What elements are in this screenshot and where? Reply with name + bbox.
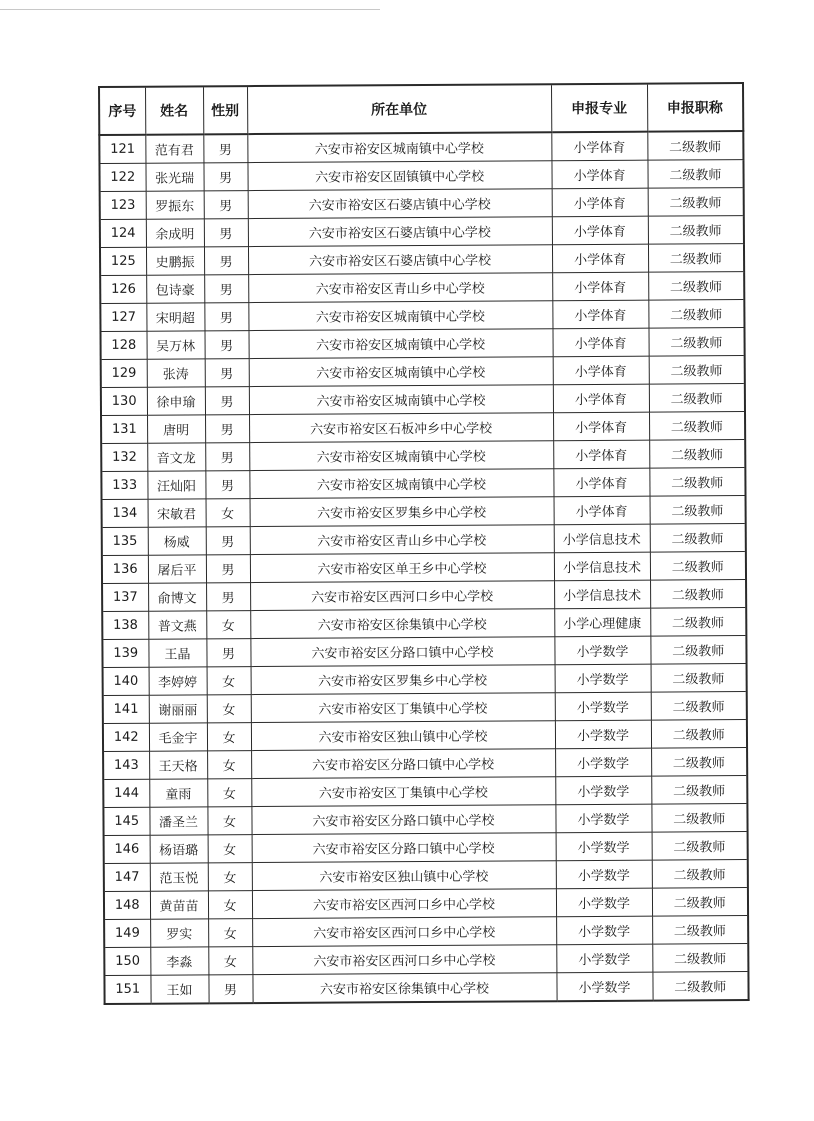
table-row (103, 748, 747, 780)
cell-unit: 六安市裕安区城南镇中心学校 (249, 469, 553, 499)
cell-title: 二级教师 (650, 496, 746, 525)
cell-no: 124 (100, 219, 146, 247)
cell-no: 134 (102, 499, 148, 527)
cell-name: 李淼 (150, 947, 208, 975)
table-row (100, 272, 744, 304)
cell-no: 141 (103, 695, 149, 723)
header-name: 姓名 (145, 86, 203, 134)
cell-unit: 六安市裕安区分路口镇中心学校 (251, 805, 555, 835)
cell-title: 二级教师 (648, 300, 744, 329)
table-row (100, 244, 744, 276)
cell-gender: 女 (207, 751, 251, 779)
cell-gender: 男 (204, 303, 248, 331)
cell-major: 小学体育 (553, 412, 649, 441)
cell-no: 140 (103, 667, 149, 695)
cell-gender: 男 (206, 639, 250, 667)
cell-major: 小学体育 (553, 468, 649, 497)
cell-title: 二级教师 (652, 860, 748, 889)
cell-name: 罗实 (150, 919, 208, 947)
cell-no: 126 (100, 275, 146, 303)
cell-no: 147 (104, 863, 150, 891)
cell-gender: 女 (207, 695, 251, 723)
cell-unit: 六安市裕安区石板冲乡中心学校 (249, 413, 553, 443)
cell-title: 二级教师 (652, 916, 748, 945)
cell-unit: 六安市裕安区城南镇中心学校 (249, 357, 553, 387)
cell-unit: 六安市裕安区分路口镇中心学校 (251, 749, 555, 779)
cell-unit: 六安市裕安区罗集乡中心学校 (251, 665, 555, 695)
cell-gender: 男 (206, 527, 250, 555)
cell-gender: 女 (207, 723, 251, 751)
cell-title: 二级教师 (652, 832, 748, 861)
table-row (103, 664, 747, 696)
cell-unit: 六安市裕安区分路口镇中心学校 (250, 637, 554, 667)
cell-unit: 六安市裕安区分路口镇中心学校 (252, 833, 556, 863)
cell-major: 小学信息技术 (554, 552, 650, 581)
table-row (100, 188, 744, 220)
cell-unit: 六安市裕安区丁集镇中心学校 (251, 693, 555, 723)
cell-name: 王天格 (149, 751, 207, 779)
cell-name: 李婷婷 (149, 667, 207, 695)
table-row (104, 832, 748, 864)
cell-no: 130 (101, 387, 147, 415)
cell-gender: 女 (208, 947, 252, 975)
cell-unit: 六安市裕安区城南镇中心学校 (248, 329, 552, 359)
table-body (99, 131, 748, 1004)
cell-gender: 女 (208, 891, 252, 919)
cell-no: 132 (101, 443, 147, 471)
table-row (99, 160, 743, 192)
header-title: 申报职称 (647, 83, 743, 132)
cell-name: 范有君 (145, 134, 203, 163)
cell-name: 俞博文 (148, 583, 206, 611)
cell-major: 小学体育 (552, 244, 648, 273)
cell-unit: 六安市裕安区石婆店镇中心学校 (248, 245, 552, 275)
cell-gender: 男 (205, 471, 249, 499)
cell-title: 二级教师 (651, 748, 747, 777)
header-unit: 所在单位 (247, 84, 551, 134)
cell-unit: 六安市裕安区城南镇中心学校 (249, 441, 553, 471)
cell-name: 潘圣兰 (149, 807, 207, 835)
cell-unit: 六安市裕安区徐集镇中心学校 (250, 609, 554, 639)
cell-major: 小学数学 (555, 664, 651, 693)
cell-gender: 女 (208, 919, 252, 947)
cell-no: 135 (102, 527, 148, 555)
cell-unit: 六安市裕安区石婆店镇中心学校 (248, 189, 552, 219)
cell-no: 138 (102, 611, 148, 639)
cell-gender: 男 (205, 387, 249, 415)
cell-major: 小学数学 (555, 720, 651, 749)
cell-title: 二级教师 (651, 692, 747, 721)
cell-unit: 六安市裕安区独山镇中心学校 (251, 721, 555, 751)
table-row (102, 608, 746, 640)
cell-major: 小学体育 (553, 384, 649, 413)
cell-gender: 男 (204, 247, 248, 275)
table-row (101, 440, 745, 472)
scan-edge-line (0, 9, 380, 10)
cell-major: 小学数学 (556, 944, 652, 973)
cell-no: 142 (103, 723, 149, 751)
cell-gender: 女 (207, 807, 251, 835)
cell-name: 宋敏君 (148, 499, 206, 527)
cell-gender: 男 (203, 163, 247, 191)
cell-unit: 六安市裕安区青山乡中心学校 (250, 525, 554, 555)
cell-major: 小学体育 (553, 356, 649, 385)
cell-major: 小学体育 (554, 496, 650, 525)
table-row (104, 860, 748, 892)
cell-name: 屠后平 (148, 555, 206, 583)
cell-no: 136 (102, 555, 148, 583)
cell-title: 二级教师 (650, 608, 746, 637)
cell-major: 小学信息技术 (554, 580, 650, 609)
cell-gender: 女 (208, 835, 252, 863)
cell-title: 二级教师 (648, 216, 744, 245)
cell-name: 黄苗苗 (150, 891, 208, 919)
applicant-table (98, 82, 750, 1005)
cell-title: 二级教师 (651, 776, 747, 805)
cell-gender: 女 (208, 863, 252, 891)
table-row (104, 944, 748, 976)
cell-no: 145 (103, 807, 149, 835)
cell-major: 小学数学 (556, 860, 652, 889)
cell-no: 121 (99, 135, 145, 164)
cell-name: 唐明 (147, 415, 205, 443)
cell-major: 小学数学 (556, 888, 652, 917)
table-row (104, 972, 748, 1004)
cell-no: 143 (103, 751, 149, 779)
cell-title: 二级教师 (649, 440, 745, 469)
cell-name: 宋明超 (146, 303, 204, 331)
header-row (99, 83, 743, 135)
cell-title: 二级教师 (648, 328, 744, 357)
cell-title: 二级教师 (651, 804, 747, 833)
cell-title: 二级教师 (650, 552, 746, 581)
cell-unit: 六安市裕安区单王乡中心学校 (250, 553, 554, 583)
cell-title: 二级教师 (650, 636, 746, 665)
cell-name: 谢丽丽 (149, 695, 207, 723)
cell-no: 125 (100, 247, 146, 275)
cell-title: 二级教师 (652, 944, 748, 973)
cell-unit: 六安市裕安区西河口乡中心学校 (252, 889, 556, 919)
cell-unit: 六安市裕安区青山乡中心学校 (248, 273, 552, 303)
header-gender: 性别 (203, 86, 247, 134)
cell-name: 王如 (150, 975, 208, 1004)
table-row (103, 720, 747, 752)
table-row (100, 328, 744, 360)
cell-name: 罗振东 (146, 191, 204, 219)
cell-unit: 六安市裕安区城南镇中心学校 (248, 301, 552, 331)
cell-name: 史鹏振 (146, 247, 204, 275)
cell-gender: 女 (207, 667, 251, 695)
cell-major: 小学信息技术 (554, 524, 650, 553)
cell-title: 二级教师 (648, 244, 744, 273)
cell-major: 小学体育 (552, 328, 648, 357)
table-row (101, 356, 745, 388)
cell-gender: 男 (203, 134, 247, 163)
table-row (102, 580, 746, 612)
header-major: 申报专业 (551, 84, 647, 133)
cell-major: 小学体育 (551, 160, 647, 189)
table-row (103, 804, 747, 836)
cell-title: 二级教师 (649, 384, 745, 413)
cell-name: 张光瑞 (145, 163, 203, 191)
cell-gender: 男 (206, 583, 250, 611)
header-no: 序号 (99, 87, 145, 135)
cell-unit: 六安市裕安区西河口乡中心学校 (252, 945, 556, 975)
cell-unit: 六安市裕安区城南镇中心学校 (249, 385, 553, 415)
cell-no: 131 (101, 415, 147, 443)
cell-name: 童雨 (149, 779, 207, 807)
cell-major: 小学数学 (555, 748, 651, 777)
cell-unit: 六安市裕安区石婆店镇中心学校 (248, 217, 552, 247)
cell-gender: 女 (206, 499, 250, 527)
cell-no: 139 (102, 639, 148, 667)
cell-name: 毛金宇 (149, 723, 207, 751)
cell-unit: 六安市裕安区独山镇中心学校 (252, 861, 556, 891)
cell-title: 二级教师 (648, 272, 744, 301)
cell-title: 二级教师 (652, 888, 748, 917)
cell-major: 小学体育 (551, 132, 647, 161)
cell-major: 小学体育 (552, 188, 648, 217)
cell-major: 小学体育 (553, 440, 649, 469)
table-row (100, 300, 744, 332)
cell-gender: 男 (205, 415, 249, 443)
cell-unit: 六安市裕安区丁集镇中心学校 (251, 777, 555, 807)
table-row (102, 636, 746, 668)
cell-no: 127 (100, 303, 146, 331)
table-row (101, 412, 745, 444)
table-row (103, 776, 747, 808)
cell-gender: 男 (204, 331, 248, 359)
cell-unit: 六安市裕安区西河口乡中心学校 (252, 917, 556, 947)
cell-unit: 六安市裕安区城南镇中心学校 (247, 132, 551, 162)
cell-name: 汪灿阳 (147, 471, 205, 499)
cell-name: 杨威 (148, 527, 206, 555)
cell-title: 二级教师 (650, 580, 746, 609)
cell-title: 二级教师 (650, 524, 746, 553)
cell-major: 小学数学 (556, 972, 652, 1001)
cell-title: 二级教师 (648, 188, 744, 217)
cell-name: 音文龙 (147, 443, 205, 471)
table-row (102, 496, 746, 528)
cell-name: 余成明 (146, 219, 204, 247)
table-row (103, 692, 747, 724)
cell-name: 包诗豪 (146, 275, 204, 303)
cell-no: 128 (100, 331, 146, 359)
cell-unit: 六安市裕安区西河口乡中心学校 (250, 581, 554, 611)
cell-major: 小学心理健康 (554, 608, 650, 637)
table-row (102, 552, 746, 584)
cell-unit: 六安市裕安区固镇镇中心学校 (247, 161, 551, 191)
cell-title: 二级教师 (652, 972, 748, 1001)
cell-no: 122 (99, 163, 145, 191)
cell-title: 二级教师 (647, 160, 743, 189)
cell-major: 小学体育 (552, 300, 648, 329)
cell-major: 小学体育 (552, 216, 648, 245)
cell-gender: 男 (208, 975, 252, 1004)
table-row (104, 916, 748, 948)
cell-major: 小学数学 (555, 776, 651, 805)
cell-title: 二级教师 (649, 412, 745, 441)
cell-no: 144 (103, 779, 149, 807)
cell-no: 129 (101, 359, 147, 387)
cell-gender: 女 (207, 779, 251, 807)
cell-no: 150 (104, 947, 150, 975)
cell-unit: 六安市裕安区罗集乡中心学校 (250, 497, 554, 527)
table-row (100, 216, 744, 248)
cell-gender: 男 (204, 219, 248, 247)
cell-gender: 男 (204, 275, 248, 303)
cell-gender: 女 (206, 611, 250, 639)
cell-title: 二级教师 (651, 720, 747, 749)
cell-major: 小学数学 (555, 804, 651, 833)
cell-no: 151 (104, 975, 150, 1004)
cell-major: 小学数学 (556, 916, 652, 945)
cell-name: 杨语璐 (150, 835, 208, 863)
cell-title: 二级教师 (647, 131, 743, 160)
cell-name: 吴万林 (146, 331, 204, 359)
cell-unit: 六安市裕安区徐集镇中心学校 (252, 973, 556, 1003)
cell-no: 123 (100, 191, 146, 219)
cell-major: 小学体育 (552, 272, 648, 301)
cell-title: 二级教师 (651, 664, 747, 693)
table-row (101, 384, 745, 416)
cell-no: 137 (102, 583, 148, 611)
cell-title: 二级教师 (649, 468, 745, 497)
cell-gender: 男 (205, 443, 249, 471)
cell-gender: 男 (204, 191, 248, 219)
table-row (101, 468, 745, 500)
cell-name: 张涛 (147, 359, 205, 387)
table-row (104, 888, 748, 920)
cell-no: 148 (104, 891, 150, 919)
cell-name: 王晶 (148, 639, 206, 667)
cell-major: 小学数学 (556, 832, 652, 861)
cell-major: 小学数学 (555, 692, 651, 721)
cell-name: 普文燕 (148, 611, 206, 639)
cell-major: 小学数学 (554, 636, 650, 665)
table-header (99, 83, 743, 135)
cell-no: 133 (101, 471, 147, 499)
cell-no: 149 (104, 919, 150, 947)
cell-name: 范玉悦 (150, 863, 208, 891)
cell-gender: 男 (205, 359, 249, 387)
cell-title: 二级教师 (649, 356, 745, 385)
table-row (99, 131, 743, 163)
cell-no: 146 (104, 835, 150, 863)
cell-gender: 男 (206, 555, 250, 583)
cell-name: 徐申瑜 (147, 387, 205, 415)
table-row (102, 524, 746, 556)
